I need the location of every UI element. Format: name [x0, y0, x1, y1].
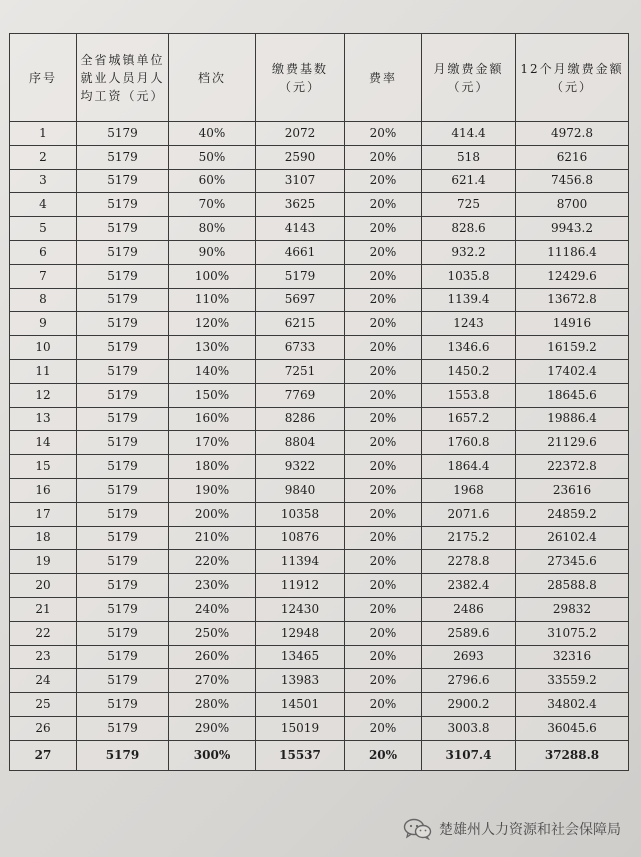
table-row [10, 502, 629, 526]
level-cell: 90% [169, 240, 256, 264]
base-cell: 13465 [256, 645, 345, 669]
monthly-amount-cell: 2071.6 [422, 502, 516, 526]
annual-amount-cell: 21129.6 [516, 431, 629, 455]
rate-cell: 20% [345, 122, 422, 146]
table-row [10, 455, 629, 479]
avg-wage-cell: 5179 [77, 526, 169, 550]
monthly-amount-cell: 3107.4 [422, 740, 516, 770]
base-cell: 2590 [256, 145, 345, 169]
rate-cell: 20% [345, 217, 422, 241]
annual-amount-cell: 14916 [516, 312, 629, 336]
row-index-cell: 27 [10, 740, 77, 770]
table-row [10, 645, 629, 669]
row-index-cell: 20 [10, 574, 77, 598]
base-cell: 9840 [256, 478, 345, 502]
row-index-cell: 18 [10, 526, 77, 550]
monthly-amount-cell: 2589.6 [422, 621, 516, 645]
rate-cell: 20% [345, 645, 422, 669]
rate-cell: 20% [345, 407, 422, 431]
avg-wage-cell: 5179 [77, 359, 169, 383]
annual-amount-cell: 9943.2 [516, 217, 629, 241]
monthly-amount-cell: 2175.2 [422, 526, 516, 550]
avg-wage-cell: 5179 [77, 740, 169, 770]
base-cell: 7769 [256, 383, 345, 407]
base-cell: 12948 [256, 621, 345, 645]
avg-wage-cell: 5179 [77, 574, 169, 598]
row-index-cell: 1 [10, 122, 77, 146]
table-row [10, 669, 629, 693]
avg-wage-cell: 5179 [77, 455, 169, 479]
monthly-amount-cell: 2796.6 [422, 669, 516, 693]
annual-amount-cell: 29832 [516, 597, 629, 621]
base-cell: 7251 [256, 359, 345, 383]
avg-wage-cell: 5179 [77, 240, 169, 264]
rate-cell: 20% [345, 574, 422, 598]
level-cell: 130% [169, 336, 256, 360]
table-row [10, 740, 629, 770]
row-index-cell: 17 [10, 502, 77, 526]
table-row [10, 383, 629, 407]
level-cell: 100% [169, 264, 256, 288]
table-row [10, 478, 629, 502]
annual-amount-cell: 7456.8 [516, 169, 629, 193]
header-row [10, 34, 629, 122]
base-cell: 2072 [256, 122, 345, 146]
base-cell: 9322 [256, 455, 345, 479]
annual-amount-cell: 37288.8 [516, 740, 629, 770]
row-index-cell: 23 [10, 645, 77, 669]
annual-amount-cell: 6216 [516, 145, 629, 169]
monthly-amount-cell: 1035.8 [422, 264, 516, 288]
avg-wage-cell: 5179 [77, 693, 169, 717]
base-cell: 6733 [256, 336, 345, 360]
level-cell: 40% [169, 122, 256, 146]
table-row [10, 621, 629, 645]
annual-amount-cell: 23616 [516, 478, 629, 502]
table-row [10, 122, 629, 146]
row-index-cell: 3 [10, 169, 77, 193]
annual-amount-cell: 28588.8 [516, 574, 629, 598]
row-index-cell: 26 [10, 716, 77, 740]
annual-amount-cell: 16159.2 [516, 336, 629, 360]
table-row [10, 716, 629, 740]
base-cell: 5697 [256, 288, 345, 312]
source-label: 楚雄州人力资源和社会保障局 [439, 822, 621, 838]
monthly-amount-cell: 828.6 [422, 217, 516, 241]
rate-cell: 20% [345, 288, 422, 312]
annual-amount-cell: 24859.2 [516, 502, 629, 526]
level-cell: 170% [169, 431, 256, 455]
monthly-amount-cell: 1968 [422, 478, 516, 502]
level-cell: 260% [169, 645, 256, 669]
base-cell: 13983 [256, 669, 345, 693]
monthly-amount-cell: 1243 [422, 312, 516, 336]
monthly-amount-cell: 1760.8 [422, 431, 516, 455]
table-row [10, 574, 629, 598]
base-cell: 15019 [256, 716, 345, 740]
header-rate: 费率 [345, 34, 422, 122]
base-cell: 8804 [256, 431, 345, 455]
table-row [10, 145, 629, 169]
rate-cell: 20% [345, 526, 422, 550]
base-cell: 4143 [256, 217, 345, 241]
table-row [10, 264, 629, 288]
avg-wage-cell: 5179 [77, 122, 169, 146]
table-row [10, 550, 629, 574]
row-index-cell: 24 [10, 669, 77, 693]
table-row [10, 193, 629, 217]
base-cell: 6215 [256, 312, 345, 336]
table-row [10, 526, 629, 550]
base-cell: 10358 [256, 502, 345, 526]
contribution-table [9, 33, 629, 771]
table-row [10, 169, 629, 193]
table-row [10, 597, 629, 621]
header-level: 档次 [169, 34, 256, 122]
annual-amount-cell: 27345.6 [516, 550, 629, 574]
annual-amount-cell: 19886.4 [516, 407, 629, 431]
avg-wage-cell: 5179 [77, 431, 169, 455]
level-cell: 200% [169, 502, 256, 526]
row-index-cell: 7 [10, 264, 77, 288]
annual-amount-cell: 22372.8 [516, 455, 629, 479]
level-cell: 110% [169, 288, 256, 312]
annual-amount-cell: 33559.2 [516, 669, 629, 693]
rate-cell: 20% [345, 145, 422, 169]
avg-wage-cell: 5179 [77, 169, 169, 193]
rate-cell: 20% [345, 716, 422, 740]
avg-wage-cell: 5179 [77, 716, 169, 740]
level-cell: 270% [169, 669, 256, 693]
table-row [10, 312, 629, 336]
level-cell: 300% [169, 740, 256, 770]
rate-cell: 20% [345, 550, 422, 574]
rate-cell: 20% [345, 383, 422, 407]
base-cell: 3107 [256, 169, 345, 193]
annual-amount-cell: 11186.4 [516, 240, 629, 264]
row-index-cell: 14 [10, 431, 77, 455]
avg-wage-cell: 5179 [77, 288, 169, 312]
row-index-cell: 11 [10, 359, 77, 383]
row-index-cell: 21 [10, 597, 77, 621]
row-index-cell: 12 [10, 383, 77, 407]
rate-cell: 20% [345, 740, 422, 770]
annual-amount-cell: 32316 [516, 645, 629, 669]
avg-wage-cell: 5179 [77, 312, 169, 336]
rate-cell: 20% [345, 336, 422, 360]
monthly-amount-cell: 3003.8 [422, 716, 516, 740]
avg-wage-cell: 5179 [77, 550, 169, 574]
rate-cell: 20% [345, 502, 422, 526]
row-index-cell: 4 [10, 193, 77, 217]
monthly-amount-cell: 1346.6 [422, 336, 516, 360]
row-index-cell: 6 [10, 240, 77, 264]
rate-cell: 20% [345, 455, 422, 479]
monthly-amount-cell: 2900.2 [422, 693, 516, 717]
level-cell: 70% [169, 193, 256, 217]
annual-amount-cell: 18645.6 [516, 383, 629, 407]
table-row [10, 693, 629, 717]
base-cell: 11912 [256, 574, 345, 598]
row-index-cell: 2 [10, 145, 77, 169]
rate-cell: 20% [345, 193, 422, 217]
level-cell: 160% [169, 407, 256, 431]
monthly-amount-cell: 2693 [422, 645, 516, 669]
rate-cell: 20% [345, 478, 422, 502]
header-monthly-amount: 月缴费金额（元） [422, 34, 516, 122]
level-cell: 290% [169, 716, 256, 740]
table-row [10, 431, 629, 455]
rate-cell: 20% [345, 312, 422, 336]
base-cell: 3625 [256, 193, 345, 217]
level-cell: 250% [169, 621, 256, 645]
table-row [10, 359, 629, 383]
level-cell: 140% [169, 359, 256, 383]
row-index-cell: 22 [10, 621, 77, 645]
header-avg-wage: 全省城镇单位就业人员月人均工资（元） [77, 34, 169, 122]
row-index-cell: 13 [10, 407, 77, 431]
table-row [10, 407, 629, 431]
avg-wage-cell: 5179 [77, 217, 169, 241]
level-cell: 280% [169, 693, 256, 717]
source-footer [403, 818, 621, 840]
row-index-cell: 15 [10, 455, 77, 479]
rate-cell: 20% [345, 597, 422, 621]
avg-wage-cell: 5179 [77, 193, 169, 217]
base-cell: 4661 [256, 240, 345, 264]
rate-cell: 20% [345, 240, 422, 264]
row-index-cell: 8 [10, 288, 77, 312]
avg-wage-cell: 5179 [77, 145, 169, 169]
annual-amount-cell: 4972.8 [516, 122, 629, 146]
level-cell: 60% [169, 169, 256, 193]
annual-amount-cell: 34802.4 [516, 693, 629, 717]
monthly-amount-cell: 2486 [422, 597, 516, 621]
monthly-amount-cell: 725 [422, 193, 516, 217]
table-row [10, 336, 629, 360]
rate-cell: 20% [345, 264, 422, 288]
level-cell: 180% [169, 455, 256, 479]
avg-wage-cell: 5179 [77, 621, 169, 645]
avg-wage-cell: 5179 [77, 645, 169, 669]
row-index-cell: 9 [10, 312, 77, 336]
base-cell: 5179 [256, 264, 345, 288]
level-cell: 80% [169, 217, 256, 241]
rate-cell: 20% [345, 621, 422, 645]
avg-wage-cell: 5179 [77, 336, 169, 360]
header-annual-amount: 12个月缴费金额（元） [516, 34, 629, 122]
monthly-amount-cell: 518 [422, 145, 516, 169]
rate-cell: 20% [345, 693, 422, 717]
monthly-amount-cell: 2382.4 [422, 574, 516, 598]
wechat-icon [403, 818, 433, 840]
row-index-cell: 16 [10, 478, 77, 502]
table-row [10, 217, 629, 241]
level-cell: 240% [169, 597, 256, 621]
table-row [10, 288, 629, 312]
table-row [10, 240, 629, 264]
avg-wage-cell: 5179 [77, 502, 169, 526]
monthly-amount-cell: 1864.4 [422, 455, 516, 479]
annual-amount-cell: 8700 [516, 193, 629, 217]
avg-wage-cell: 5179 [77, 478, 169, 502]
avg-wage-cell: 5179 [77, 597, 169, 621]
level-cell: 190% [169, 478, 256, 502]
base-cell: 8286 [256, 407, 345, 431]
base-cell: 12430 [256, 597, 345, 621]
annual-amount-cell: 17402.4 [516, 359, 629, 383]
header-index: 序号 [10, 34, 77, 122]
row-index-cell: 5 [10, 217, 77, 241]
row-index-cell: 10 [10, 336, 77, 360]
base-cell: 11394 [256, 550, 345, 574]
annual-amount-cell: 13672.8 [516, 288, 629, 312]
table-body [10, 122, 629, 771]
monthly-amount-cell: 414.4 [422, 122, 516, 146]
annual-amount-cell: 12429.6 [516, 264, 629, 288]
row-index-cell: 19 [10, 550, 77, 574]
rate-cell: 20% [345, 359, 422, 383]
rate-cell: 20% [345, 169, 422, 193]
monthly-amount-cell: 1139.4 [422, 288, 516, 312]
annual-amount-cell: 31075.2 [516, 621, 629, 645]
level-cell: 120% [169, 312, 256, 336]
base-cell: 15537 [256, 740, 345, 770]
level-cell: 150% [169, 383, 256, 407]
header-base: 缴费基数（元） [256, 34, 345, 122]
monthly-amount-cell: 1553.8 [422, 383, 516, 407]
monthly-amount-cell: 932.2 [422, 240, 516, 264]
monthly-amount-cell: 621.4 [422, 169, 516, 193]
annual-amount-cell: 26102.4 [516, 526, 629, 550]
level-cell: 50% [169, 145, 256, 169]
rate-cell: 20% [345, 669, 422, 693]
monthly-amount-cell: 2278.8 [422, 550, 516, 574]
level-cell: 230% [169, 574, 256, 598]
avg-wage-cell: 5179 [77, 383, 169, 407]
base-cell: 10876 [256, 526, 345, 550]
monthly-amount-cell: 1450.2 [422, 359, 516, 383]
row-index-cell: 25 [10, 693, 77, 717]
annual-amount-cell: 36045.6 [516, 716, 629, 740]
rate-cell: 20% [345, 431, 422, 455]
avg-wage-cell: 5179 [77, 264, 169, 288]
base-cell: 14501 [256, 693, 345, 717]
level-cell: 210% [169, 526, 256, 550]
avg-wage-cell: 5179 [77, 407, 169, 431]
avg-wage-cell: 5179 [77, 669, 169, 693]
level-cell: 220% [169, 550, 256, 574]
monthly-amount-cell: 1657.2 [422, 407, 516, 431]
